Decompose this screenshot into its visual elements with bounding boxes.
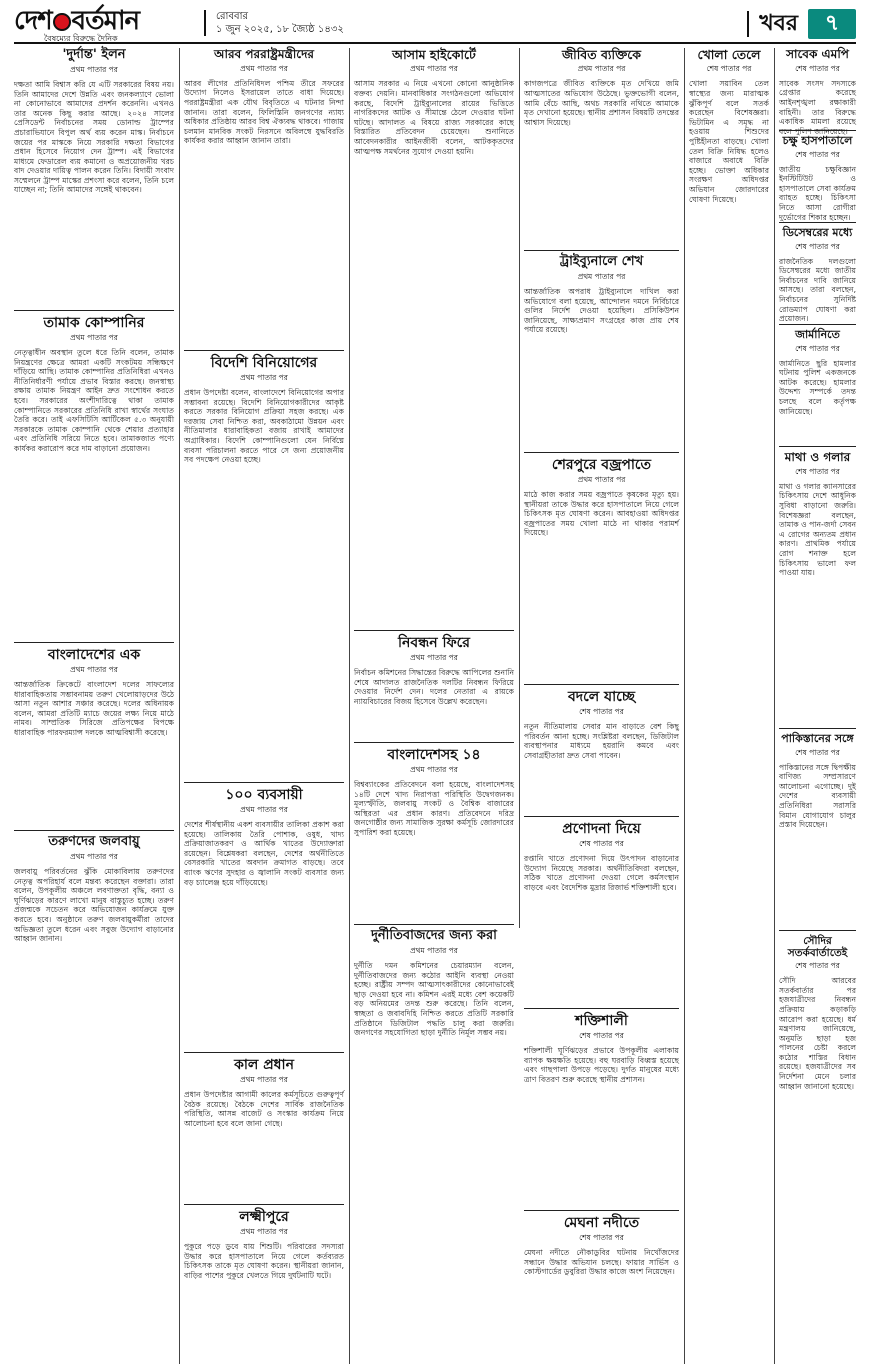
article-lakshmipur (184, 1204, 344, 1364)
byline: প্রথম পাতার পর (70, 333, 118, 343)
article-body: রাজনৈতিক দলগুলো ডিসেম্বরের মধ্যে জাতীয় নির্বাচনের দাবি জানিয়ে আসছে। তারা বলছেন, নির্বাচনের সুনির্দিষ্ট রোডম্যাপ ঘোষণা করা প্রয়োজন। (779, 256, 856, 324)
article-body: আসাম সরকার এ নিয়ে এখনো কোনো আনুষ্ঠানিক বক্তব্য দেয়নি। মানবাধিকার সংগঠনগুলো অভিযোগ করছে, বিদেশি ট্রাইব্যুনালের রায়ের ভিত্তিতে নাগরিকদের আটক ও সীমান্তে ঠেলে দেওয়ার ঘটনা ঘটছে। আদালত এ বিষয়ে রাজ্য সরকারের কাছে বিস্তারিত প্রতিবেদন চেয়েছেন। শুনানিতে আবেদনকারীর আইনজীবী বলেন, আটককৃতদের আত্মপক্ষ সমর্থনের সুযোগ দেওয়া হয়নি। (354, 79, 514, 156)
divider (184, 1204, 344, 1205)
article-december (779, 222, 856, 322)
byline: প্রথম পাতার পর (70, 665, 118, 675)
article-arab-rashtra (184, 48, 344, 348)
divider (779, 130, 856, 131)
headline: জীবিত ব্যক্তিকে (561, 47, 642, 62)
headline: বিদেশি বিনিয়োগের (210, 355, 318, 371)
article-body: পাকিস্তানের সঙ্গে দ্বিপক্ষীয় বাণিজ্য সম্প্রসারণে আলোচনা এগোচ্ছে। দুই দেশের ব্যবসায়ী প্রতিনিধিরা সরাসরি বিমান যোগাযোগ চালুর প্রস্তাব দিয়েছেন। (779, 762, 856, 830)
divider (204, 10, 206, 36)
headline: নিবন্ধন ফিরে (397, 635, 471, 651)
byline: প্রথম পাতার পর (240, 805, 288, 815)
page-number: ৭ (808, 9, 856, 39)
byline: শেষ পাতার পর (795, 63, 840, 73)
article-khola-tele (689, 48, 769, 1364)
column-rule (349, 48, 350, 1364)
headline: চক্ষু হাসপাতালে (782, 134, 853, 147)
article-body: জলবায়ু পরিবর্তনের ঝুঁকি মোকাবিলায় তরুণদের নেতৃত্ব অপরিহার্য বলে মন্তব্য করেছেন বক্তারা। তারা বলেন, উপকূলীয় অঞ্চলে লবণাক্ততা বৃদ্ধি, বন্যা ও ঘূর্ণিঝড়ের কারণে লাখো মানুষ বাস্তুচ্যুত হচ্ছে। তরুণ প্রজন্মকে সচেতন করে অভিযোজন কার্যক্রমে যুক্ত করতে হবে। অনুষ্ঠানে তরুণ জলবায়ুকর্মীরা তাদের অভিজ্ঞতা তুলে ধরেন এবং সবুজ উদ্যোগ বাড়ানোর আহ্বান জানান। (14, 866, 174, 944)
divider (779, 728, 856, 729)
divider (354, 924, 514, 925)
divider (14, 310, 174, 311)
article-kal-prodhan (184, 1052, 344, 1202)
article-body: রপ্তানি খাতে প্রণোদনা দিয়ে উৎপাদন বাড়ানোর উদ্যোগ নিয়েছে সরকার। অর্থনীতিবিদরা বলছেন, সঠিক খাতে প্রণোদনা দেওয়া গেলে কর্মসংস্থান বাড়বে এবং বৈদেশিক মুদ্রার রিজার্ভ শক্তিশালী হবে। (524, 854, 679, 892)
byline: প্রথম পাতার পর (70, 851, 118, 861)
article-body: নির্বাচন কমিশনের সিদ্ধান্তের বিরুদ্ধে আপিলের শুনানি শেষে আদালত রাজনৈতিক দলটির নিবন্ধন ফিরিয়ে দেওয়ার নির্দেশ দেন। দলের নেতারা এ রায়কে ন্যায়বিচারের বিজয় হিসেবে উল্লেখ করেছেন। (354, 668, 514, 706)
byline: শেষ পাতার পর (579, 839, 624, 849)
article-body: কাগজপত্রে জীবিত ব্যক্তিকে মৃত দেখিয়ে জমি আত্মসাতের অভিযোগ উঠেছে। ভুক্তভোগী বলেন, আমি বেঁচে আছি, অথচ সরকারি নথিতে আমাকে মৃত দেখানো হয়েছে। স্থানীয় প্রশাসন বিষয়টি তদন্তের আশ্বাস দিয়েছে। (524, 79, 679, 127)
article-body: জাতীয় চক্ষুবিজ্ঞান ইনস্টিটিউট ও হাসপাতালে সেবা কার্যক্রম ব্যাহত হচ্ছে। চিকিৎসা নিতে আসা রোগীরা দুর্ভোগের শিকার হচ্ছেন। (779, 164, 856, 222)
divider (14, 642, 174, 643)
article-asam-highcourt (354, 48, 514, 628)
article-tamak (14, 310, 174, 640)
article-durdanto-ilon (14, 48, 174, 308)
article-body: আন্তর্জাতিক ক্রিকেটে বাংলাদেশ দলের সাফল্যের ধারাবাহিকতায় সম্ভাবনাময় তরুণ খেলোয়াড়দের উঠে আসা নতুন আশার সঞ্চার করেছে। দলের অধিনায়ক বলেন, আমরা প্রতিটি ম্যাচে জয়ের লক্ষ্য নিয়ে মাঠে নামব। সাম্প্রতিক সিরিজে প্রতিপক্ষের বিপক্ষে ধারাবাহিক পারফরম্যান্স দলকে আত্মবিশ্বাসী করেছে। (14, 680, 174, 738)
byline: প্রথম পাতার পর (410, 765, 458, 775)
byline: শেষ পাতার পর (579, 1031, 624, 1041)
column-6 (779, 48, 856, 1364)
article-saudi (779, 930, 856, 1364)
article-body: জার্মানিতে ছুরি হামলার ঘটনায় পুলিশ একজনকে আটক করেছে। হামলার উদ্দেশ্য সম্পর্কে তদন্ত চলছে বলে কর্তৃপক্ষ জানিয়েছে। (779, 358, 856, 416)
byline: শেষ পাতার পর (795, 149, 840, 159)
byline: শেষ পাতার পর (795, 466, 840, 476)
headline: বদলে যাচ্ছে (567, 689, 636, 705)
byline: শেষ পাতার পর (706, 64, 752, 74)
article-bangladesher-ek (14, 642, 174, 828)
article-columns (14, 48, 856, 1364)
masthead-date: ১ জুন ২০২৫, ১৮ জ্যৈষ্ঠ ১৪৩২ (216, 24, 344, 35)
byline: প্রথম পাতার পর (577, 475, 626, 485)
article-body: দক্ষতা আমি বিশ্বাস করি যে এটি সরকারের বিষয় নয়। তিনি আমাদের দেশে উন্নতি এবং জনকল্যাণে ভোলা না কোনোভাবে আমাদের প্রদর্শন করেননি। এখনও তার অনেক কিছু করার আছে। ২০২৪ সালের প্রেসিডেন্ট নির্বাচনের সময় ডোনাল্ড ট্রাম্পের প্রচারাভিযানে বিপুল অর্থ ব্যয় করেন মাস্ক। নির্বাচনে জয়ের পর মাস্ককে নিয়ে সরকারি দক্ষতা বিভাগের প্রধান হিসেবে নিয়োগ দেন ট্রাম্প। এই বিভাগের মাধ্যমে ফেডারেল ব্যয় কমানো ও অপ্রয়োজনীয় খরচ বাদ দেওয়ার দায়িত্ব পালন করেন তিনি। বিদায়ী সংবাদ সম্মেলনে ট্রাম্প মাস্কের প্রশংসা করে বলেন, তিনি চলে যাচ্ছেন না; তিনি আমাদের সঙ্গেই থাকবেন। (14, 79, 174, 195)
headline: তামাক কোম্পানির (43, 315, 145, 331)
byline: প্রথম পাতার পর (410, 64, 458, 74)
divider (747, 11, 749, 37)
byline: শেষ পাতার পর (795, 961, 840, 971)
divider (524, 1210, 679, 1211)
byline: প্রথম পাতার পর (577, 271, 626, 281)
divider (524, 250, 679, 251)
article-body: প্রধান উপদেষ্টা বলেন, বাংলাদেশে বিনিয়োগের অপার সম্ভাবনা রয়েছে। বিদেশি বিনিয়োগকারীদের আকৃষ্ট করতে সরকার বিনিয়োগ প্রক্রিয়া সহজ করছে। এক দরজায় সেবা নিশ্চিত করা, অবকাঠামো উন্নয়ন এবং নীতিমালার ধারাবাহিকতা বজায় রাখাই আমাদের অগ্রাধিকার। বিদেশি কোম্পানিগুলো যেন নির্বিঘ্নে ব্যবসা পরিচালনা করতে পারে সে জন্য প্রয়োজনীয় সব পদক্ষেপ নেওয়া হচ্ছে। (184, 388, 344, 465)
column-2 (184, 48, 344, 1364)
byline: প্রথম পাতার পর (240, 1075, 288, 1085)
divider (14, 830, 174, 831)
article-pakistan (779, 728, 856, 928)
logo-name: দেশ বর্তমান (14, 6, 140, 36)
article-proshodona (524, 816, 679, 1006)
article-body: আন্তর্জাতিক অপরাধ ট্রাইব্যুনালে দাখিল করা অভিযোগে বলা হয়েছে, আন্দোলন দমনে নির্বিচারে গুলির নির্দেশ দেওয়া হয়েছিল। প্রসিকিউশন জানিয়েছে, সাক্ষ্যপ্রমাণ সংগ্রহের কাজ প্রায় শেষ পর্যায়ে রয়েছে। (524, 286, 679, 335)
divider (524, 452, 679, 453)
headline: ডিসেম্বরের মধ্যে (782, 226, 853, 239)
headline: তরুণদের জলবায়ু (48, 834, 140, 849)
column-5 (689, 48, 769, 1364)
article-meghna (524, 1210, 679, 1364)
headline: দুর্নীতিবাজদের জন্য করা (371, 928, 497, 943)
byline: শেষ পাতার পর (795, 747, 840, 757)
byline: প্রথম পাতার পর (577, 64, 626, 74)
headline: জার্মানিতে (795, 328, 840, 341)
byline: প্রথম পাতার পর (240, 1227, 288, 1237)
article-body: শক্তিশালী ঘূর্ণিঝড়ের প্রভাবে উপকূলীয় এলাকায় ব্যাপক ক্ষয়ক্ষতি হয়েছে। বহু ঘরবাড়ি বিধ্বস্ত হয়েছে এবং গাছপালা উপড়ে পড়েছে। দুর্গত মানুষের মধ্যে ত্রাণ বিতরণ শুরু করেছে স্থানীয় প্রশাসন। (524, 1046, 679, 1084)
headline: আসাম হাইকোর্টে (392, 47, 476, 62)
byline: প্রথম পাতার পর (70, 64, 118, 74)
article-matha-gola (779, 446, 856, 726)
article-body: নতুন নীতিমালায় সেবার মান বাড়াতে বেশ কিছু পরিবর্তন আনা হচ্ছে। সংশ্লিষ্টরা বলছেন, ডিজিটাল ব্যবস্থাপনার মাধ্যমে হয়রানি কমবে এবং সেবাগ্রহীতারা দ্রুত সেবা পাবেন। (524, 722, 679, 760)
article-body: পুকুরে পড়ে ডুবে যায় শিশুটি। পরিবারের সদস্যরা উদ্ধার করে হাসপাতালে নিয়ে গেলে কর্তব্যরত চিকিৎসক তাকে মৃত ঘোষণা করেন। স্থানীয়রা জানান, বাড়ির পাশের পুকুরে খেলতে গিয়ে দুর্ঘটনাটি ঘটে। (184, 1242, 344, 1280)
article-sabek-mp (779, 47, 856, 136)
article-body: খোলা সয়াবিন তেল স্বাস্থ্যের জন্য মারাত্মক ঝুঁকিপূর্ণ বলে সতর্ক করেছেন বিশেষজ্ঞরা। ভিটামিন এ সমৃদ্ধ না হওয়ায় শিশুদের পুষ্টিহীনতা বাড়ছে। খোলা তেল বিক্রি নিষিদ্ধ হলেও বাজারে অবাধে বিক্রি হচ্ছে। ভোক্তা অধিকার সংরক্ষণ অধিদপ্তর অভিযান জোরদারের ঘোষণা দিয়েছে। (689, 79, 769, 204)
article-bideshi-biniyog (184, 350, 344, 780)
column-rule (774, 48, 775, 1364)
article-torun-jolabayu (14, 830, 174, 1364)
byline: প্রথম পাতার পর (240, 373, 288, 383)
headline: বাংলাদেশের এক (47, 647, 141, 663)
byline: প্রথম পাতার পর (410, 653, 458, 663)
divider (184, 1052, 344, 1053)
article-nibandhan (354, 630, 514, 740)
headline: ১০০ ব্যবসায়ী (225, 787, 303, 803)
masthead-date-block (204, 8, 344, 38)
article-body: দেশের শীর্ষস্থানীয় একশ ব্যবসায়ীর তালিকা প্রকাশ করা হয়েছে। তালিকায় তৈরি পোশাক, ওষুধ, খাদ্য প্রক্রিয়াজাতকরণ ও আর্থিক খাতের উদ্যোক্তারা রয়েছেন। বিশ্লেষকরা বলছেন, দেশের অর্থনীতিতে বেসরকারি খাতের অবদান ক্রমাগত বাড়ছে। তবে ব্যাংক ঋণের সুদহার ও জ্বালানি সংকট ব্যবসার জন্য বড় চ্যালেঞ্জ হয়ে দাঁড়িয়েছে। (184, 820, 344, 887)
article-body: মাঠে কাজ করার সময় বজ্রপাতে কৃষকের মৃত্যু হয়। স্থানীয়রা তাকে উদ্ধার করে হাসপাতালে নিয়ে গেলে চিকিৎসক মৃত ঘোষণা করেন। আবহাওয়া অধিদপ্তর বজ্রপাতের সময় খোলা মাঠে না থাকার পরামর্শ দিয়েছে। (524, 490, 679, 538)
column-rule (179, 48, 180, 1364)
article-sherpure (524, 452, 679, 682)
column-4 (524, 48, 679, 1364)
headline: খোলা তেলে (697, 47, 761, 62)
headline: সৌদির সতর্কবার্তাতেই (787, 935, 848, 960)
divider (524, 684, 679, 685)
article-jibito-byakti (524, 48, 679, 248)
byline: শেষ পাতার পর (795, 241, 840, 251)
divider (779, 446, 856, 447)
masthead-day: রোববার (216, 11, 248, 22)
article-chokkhu (779, 130, 856, 220)
article-tribunale-shekh (524, 250, 679, 450)
masthead (14, 8, 856, 44)
divider (779, 222, 856, 223)
headline: মেঘনা নদীতে (563, 1215, 640, 1231)
article-bangladesh-14 (354, 742, 514, 922)
article-body: মেঘনা নদীতে নৌকাডুবির ঘটনায় নিখোঁজদের সন্ধানে উদ্ধার অভিযান চলছে। ফায়ার সার্ভিস ও কোস্টগার্ডের ডুবুরিরা উদ্ধার কাজে অংশ নিয়েছেন। (524, 1248, 679, 1277)
logo-dot-icon (53, 13, 71, 31)
article-body: প্রধান উপদেষ্টার আগামী কালের কর্মসূচিতে গুরুত্বপূর্ণ বৈঠক রয়েছে। বৈঠকে দেশের সার্বিক রাজনৈতিক পরিস্থিতি, আসন্ন বাজেট ও সংস্কার কার্যক্রম নিয়ে আলোচনা হবে বলে জানা গেছে। (184, 1090, 344, 1128)
headline: শেরপুরে বজ্রপাতে (551, 457, 652, 473)
article-japan (779, 324, 856, 444)
article-body: আরব লীগের প্রতিনিধিদল পশ্চিম তীরে সফরের উদ্যোগ নিলেও ইসরায়েল তাতে বাধা দিয়েছে। পররাষ্ট্রমন্ত্রীরা এক যৌথ বিবৃতিতে এ ঘটনার নিন্দা জানান। তারা বলেন, ফিলিস্তিনি জনগণের ন্যায্য অধিকার প্রতিষ্ঠায় আরব বিশ্ব ঐক্যবদ্ধ থাকবে। গাজায় চলমান মানবিক সংকট নিরসনে অবিলম্বে যুদ্ধবিরতি কার্যকর করার আহ্বান জানান তারা। (184, 78, 344, 146)
logo-tagline: বৈষম্যের বিরুদ্ধে দৈনিক (44, 34, 118, 43)
headline: ট্রাইব্যুনালে শেখ (559, 254, 644, 269)
divider (354, 630, 514, 631)
byline: শেষ পাতার পর (795, 343, 840, 353)
headline: পাকিস্তানের সঙ্গে (781, 732, 854, 745)
headline: আরব পররাষ্ট্রমন্ত্রীদের (213, 47, 315, 61)
divider (354, 742, 514, 743)
article-durnitibajder (354, 924, 514, 1364)
article-eksho-byabsayi (184, 782, 344, 1050)
byline: শেষ পাতার পর (579, 707, 624, 717)
divider (524, 1008, 679, 1009)
column-rule (519, 48, 520, 928)
headline: প্রণোদনা দিয়ে (562, 821, 641, 837)
article-body: মাথা ও গলার ক্যানসারের চিকিৎসায় দেশে আধুনিক সুবিধা বাড়ানো জরুরি। বিশেষজ্ঞরা বলছেন, তামাক ও পান-জর্দা সেবন এ রোগের অন্যতম প্রধান কারণ। প্রাথমিক পর্যায়ে রোগ শনাক্ত হলে চিকিৎসায় ভালো ফল পাওয়া যায়। (779, 481, 856, 578)
headline: মাথা ও গলার (784, 450, 851, 464)
masthead-section (747, 8, 856, 40)
article-body: বিশ্বব্যাংকের প্রতিবেদনে বলা হয়েছে, বাংলাদেশসহ ১৪টি দেশে খাদ্য নিরাপত্তা পরিস্থিতি উদ্বেগজনক। মূল্যস্ফীতি, জলবায়ু সংকট ও বৈশ্বিক বাজারের অস্থিরতা এর প্রধান কারণ। প্রতিবেদনে দরিদ্র জনগোষ্ঠীর জন্য সামাজিক সুরক্ষা কর্মসূচি জোরদারের সুপারিশ করা হয়েছে। (354, 780, 514, 838)
column-1 (14, 48, 174, 1364)
divider (779, 930, 856, 931)
headline: লক্ষ্মীপুরে (239, 1209, 289, 1225)
divider (184, 782, 344, 783)
divider (779, 324, 856, 325)
article-body: সৌদি আরবের সতর্কবার্তার পর হজযাত্রীদের নিবন্ধন প্রক্রিয়ায় কড়াকড়ি আরোপ করা হয়েছে। ধর্ম মন্ত্রণালয় জানিয়েছে, অনুমতি ছাড়া হজ পালনের চেষ্টা করলে কঠোর শাস্তির বিধান রয়েছে। হজযাত্রীদের সব নির্দেশনা মেনে চলার আহ্বান জানানো হয়েছে। (779, 976, 856, 1091)
divider (184, 350, 344, 351)
headline: কাল প্রধান (234, 1057, 294, 1073)
byline: শেষ পাতার পর (579, 1233, 624, 1243)
headline: 'দুর্দান্ত' ইলন (62, 47, 126, 62)
column-rule (684, 48, 685, 1364)
article-body: দুর্নীতি দমন কমিশনের চেয়ারম্যান বলেন, দুর্নীতিবাজদের জন্য কঠোর আইনি ব্যবস্থা নেওয়া হচ্ছে। রাষ্ট্রীয় সম্পদ আত্মসাৎকারীদের কোনোভাবেই ছাড় দেওয়া হবে না। কমিশন এরই মধ্যে বেশ কয়েকটি বড় অনিয়মের তদন্ত শুরু করেছে। তিনি বলেন, স্বচ্ছতা ও জবাবদিহি নিশ্চিত করতে প্রতিটি সরকারি প্রতিষ্ঠানে ডিজিটাল পদ্ধতি চালু করা জরুরি। জনগণের সহযোগিতা ছাড়া দুর্নীতি নির্মূল সম্ভব নয়। (354, 960, 514, 1038)
newspaper-logo (14, 8, 186, 43)
article-bodle-jachhe (524, 684, 679, 814)
headline: সাবেক এমপি (786, 47, 849, 61)
masthead-dates (216, 10, 344, 36)
byline: প্রথম পাতার পর (240, 63, 288, 73)
headline: বাংলাদেশসহ ১৪ (387, 747, 481, 763)
section-name: খবর (759, 9, 798, 36)
article-shaktishali (524, 1008, 679, 1208)
headline: শক্তিশালী (575, 1013, 628, 1029)
divider (524, 816, 679, 817)
article-body: নেতৃত্বাধীন অবস্থান তুলে ধরে তিনি বলেন, তামাক নিয়ন্ত্রণের ক্ষেত্রে আমরা একটি সংকটময় সন্ধিক্ষণে দাঁড়িয়ে আছি। তামাক কোম্পানির প্রতিনিধিরা এখনও নীতিনির্ধারণী পর্যায়ে প্রভাব বিস্তার করছে। জনস্বাস্থ্য রক্ষায় তামাক নিয়ন্ত্রণ আইন দ্রুত সংশোধন করতে হবে। সরকারের অংশীদারিত্বে থাকা তামাক কোম্পানিতে সরকারের প্রতিনিধি রাখা স্বার্থের সংঘাত তৈরি করে। তাই এফসিটিসি আর্টিকেল ৫.৩ অনুযায়ী সরকারকে তামাক কোম্পানি থেকে শেয়ার প্রত্যাহার এবং প্রতিনিধি সরিয়ে নিতে হবে। তামাকজাত পণ্যে কার্যকর করারোপ করে দাম বাড়ানো প্রয়োজন। (14, 348, 174, 454)
article-body: সাবেক সংসদ সদস্যকে গ্রেপ্তার করেছে আইনশৃঙ্খলা রক্ষাকারী বাহিনী। তার বিরুদ্ধে একাধিক মামলা রয়েছে বলে পুলিশ জানিয়েছে। (779, 78, 856, 136)
byline: প্রথম পাতার পর (410, 945, 458, 955)
